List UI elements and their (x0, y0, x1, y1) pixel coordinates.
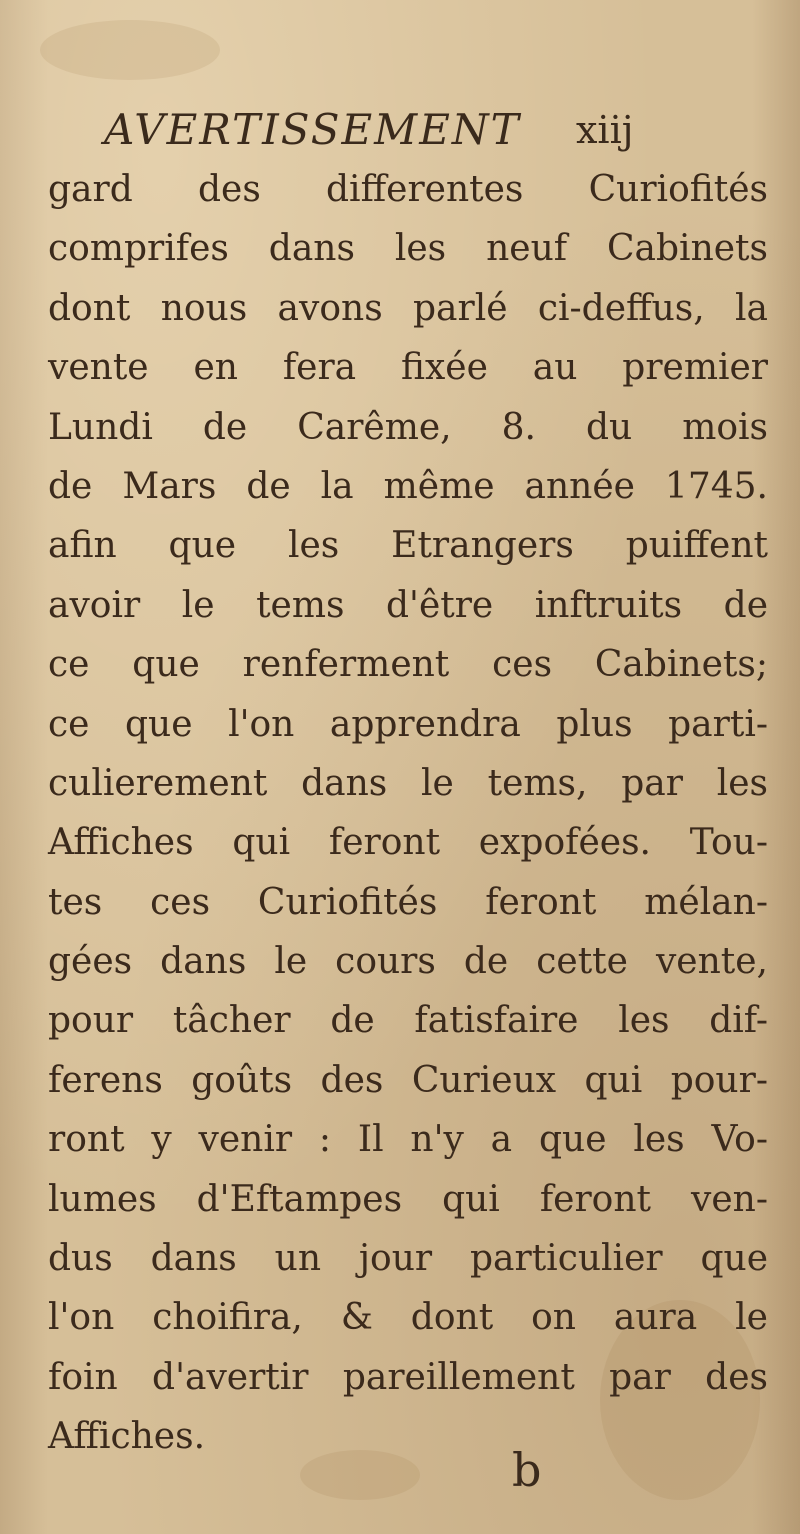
text-line: ce que renferment ces Cabinets; (48, 644, 768, 686)
text-line: ferens goûts des Curieux qui pour- (48, 1059, 768, 1101)
text-line: vente en fera fixée au premier (48, 347, 768, 389)
text-line: foin d'avertir pareillement par des (48, 1356, 768, 1398)
text-line: Lundi de Carême, 8. du mois (48, 406, 768, 448)
text-line: gard des differentes Curiofités (48, 169, 768, 210)
text-line: pour tâcher de fatisfaire les dif- (48, 1000, 768, 1042)
text-line: ce que l'on apprendra plus parti- (48, 703, 768, 745)
text-line: avoir le tems d'être inftruits de (48, 584, 768, 626)
running-title: AVERTISSEMENT (104, 105, 521, 154)
text-line: tes ces Curiofités feront mélan- (48, 881, 768, 923)
page-number: xiij (576, 108, 634, 152)
text-line: lumes d'Eftampes qui feront ven- (48, 1178, 768, 1220)
text-line: comprifes dans les neuf Cabinets (48, 228, 768, 270)
text-line: afin que les Etrangers puiffent (48, 525, 768, 567)
text-line: ront y venir : Il n'y a que les Vo- (48, 1119, 768, 1161)
text-line: culierement dans le tems, par les (48, 762, 768, 804)
text-line: dont nous avons parlé ci-deffus, la (48, 287, 768, 329)
text-line: Affiches. (48, 1416, 206, 1458)
paper-stain (40, 20, 220, 80)
text-line: Affiches qui feront expofées. Tou- (48, 822, 768, 864)
body-text (48, 160, 768, 1467)
running-header (104, 100, 664, 160)
text-line: de Mars de la même année 1745. (48, 465, 768, 507)
text-line: gées dans le cours de cette vente, (48, 941, 768, 983)
text-line: dus dans un jour particulier que (48, 1238, 768, 1280)
signature-mark: b (512, 1443, 542, 1497)
text-line: l'on choifira, & dont on aura le (48, 1297, 768, 1339)
